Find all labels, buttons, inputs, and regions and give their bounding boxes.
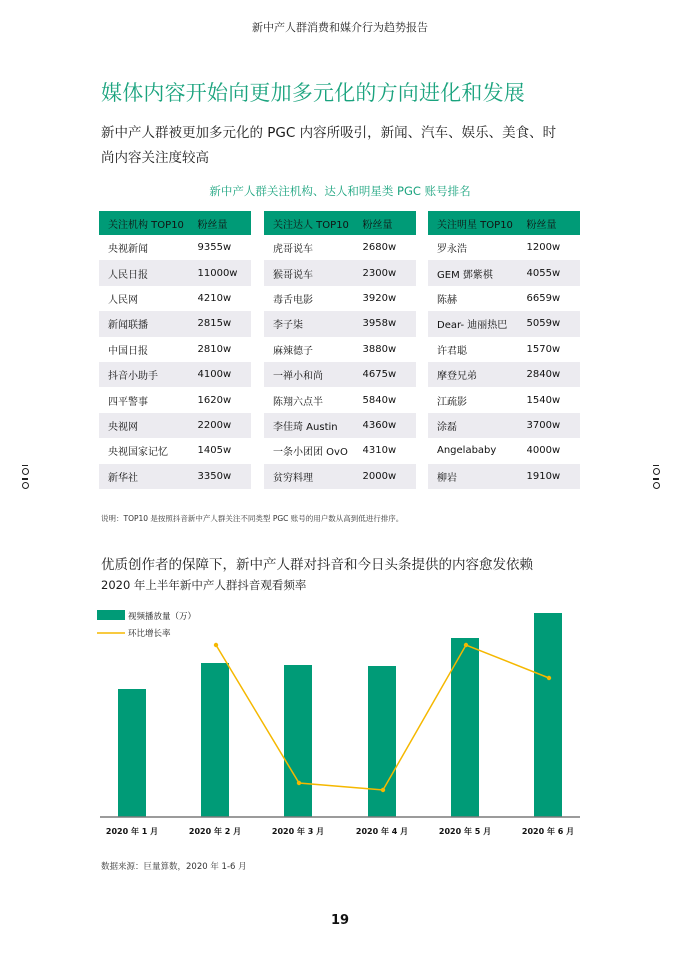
account-name: 麻辣德子 [273,345,313,357]
table-row [264,235,416,260]
table-row [99,362,251,387]
fans-count: 3920w [362,292,397,304]
account-name: Angelababy [437,445,497,457]
account-name: 人民日报 [108,269,148,281]
chart-title: 2020 年上半年新中产人群抖音观看频率 [101,578,307,592]
table-row [264,311,416,336]
fans-count: 5840w [362,394,397,406]
table-row [264,387,416,412]
bar [534,613,562,817]
account-name: Dear- 迪丽热巴 [437,320,508,332]
account-name: 虎哥说车 [273,244,313,256]
fans-count: 2300w [362,267,397,279]
table-row [428,260,580,285]
line-point [547,676,551,680]
ranking-table-influencers [264,211,416,489]
x-axis-label: 2020 年 1 月 [105,827,159,836]
account-name: 江疏影 [437,396,467,408]
account-name: 毒舌电影 [273,294,313,306]
fans-count: 2200w [197,419,232,431]
fans-count: 3350w [197,470,232,482]
line-point [214,643,218,647]
bar [284,665,312,817]
table-row [264,438,416,463]
x-axis-labels [106,826,574,836]
fans-count: 2840w [526,369,561,381]
data-source: 数据来源：巨量算数，2020 年 1-6 月 [101,862,247,872]
fans-count: 4310w [362,445,397,457]
table-row [428,413,580,438]
account-name: 抖音小助手 [108,371,158,383]
account-name: 柳岩 [437,472,457,484]
section-title: 优质创作者的保障下，新中产人群对抖音和今日头条提供的内容愈发依赖 [101,557,533,573]
side-marker-left-icon [20,463,30,492]
line-point [297,781,301,785]
table-row [428,235,580,260]
account-name: 新华社 [108,472,138,484]
bar [201,663,229,817]
table-row [99,387,251,412]
table-row [428,311,580,336]
table-row [428,464,580,489]
table-row [99,337,251,362]
table-row [264,260,416,285]
table-row [264,362,416,387]
x-axis-label: 2020 年 2 月 [188,827,242,836]
bar [118,689,146,817]
column-header-name: 关注机构 TOP10 [108,219,184,231]
table-row [99,235,251,260]
column-header-name: 关注明星 TOP10 [437,219,513,231]
fans-count: 1540w [526,394,561,406]
legend-label-growth: 环比增长率 [128,629,171,639]
fans-count: 9355w [197,242,232,254]
x-axis-label: 2020 年 6 月 [521,827,575,836]
table-row [99,438,251,463]
account-name: 人民网 [108,294,138,306]
account-name: 中国日报 [108,345,148,357]
account-name: 央视国家记忆 [108,447,168,459]
legend-label-views: 视频播放量（万） [128,612,197,622]
table-row [99,311,251,336]
table-row [99,464,251,489]
fans-count: 4360w [362,419,397,431]
table-row [264,413,416,438]
column-header-fans: 粉丝量 [526,219,557,231]
account-name: 摩登兄弟 [437,371,477,383]
fans-count: 4675w [362,369,397,381]
fans-count: 1405w [197,445,232,457]
account-name: 陈翔六点半 [273,396,323,408]
side-marker-right-icon [651,463,661,492]
page-subtitle: 新中产人群被更加多元化的 PGC 内容所吸引，新闻、汽车、娱乐、美食、时尚内容关注度较高 [101,125,557,166]
legend-swatch-bar [97,610,125,620]
table-row [264,337,416,362]
table-header [264,211,416,235]
fans-count: 5059w [526,318,561,330]
column-header-name: 关注达人 TOP10 [273,219,349,231]
fans-count: 1200w [526,242,561,254]
bar [368,666,396,817]
table-header [99,211,251,235]
table-row [264,286,416,311]
x-axis-label: 2020 年 3 月 [271,827,325,836]
fans-count: 2815w [197,318,232,330]
fans-count: 1570w [526,343,561,355]
account-name: 李子柒 [273,320,303,332]
table-row [428,286,580,311]
page-number: 19 [330,913,350,928]
table-row [428,337,580,362]
account-name: 猴哥说车 [273,269,313,281]
fans-count: 1620w [197,394,232,406]
account-name: 四平警事 [108,396,148,408]
account-name: GEM 鄧紫棋 [437,269,493,281]
account-name: 罗永浩 [437,244,467,256]
running-header: 新中产人群消费和媒介行为趋势报告 [252,21,428,34]
page-title: 媒体内容开始向更加多元化的方向进化和发展 [101,81,525,105]
column-header-fans: 粉丝量 [197,219,228,231]
account-name: 央视网 [108,421,138,433]
ranking-table-celebrities [428,211,580,489]
fans-count: 4100w [197,369,232,381]
account-name: 陈赫 [437,294,457,306]
ranking-table-institutions [99,211,251,489]
table-row [428,438,580,463]
fans-count: 2810w [197,343,232,355]
table-note: 说明：TOP10 是按照抖音新中产人群关注不同类型 PGC 账号的用户数从高到低进行排序。 [101,514,404,523]
account-name: 新闻联播 [108,320,148,332]
table-row [428,362,580,387]
line-point [381,788,385,792]
fans-count: 2000w [362,470,397,482]
table-row [99,260,251,285]
fans-count: 3700w [526,419,561,431]
fans-count: 3880w [362,343,397,355]
x-axis-label: 2020 年 5 月 [438,827,492,836]
table-caption: 新中产人群关注机构、达人和明星类 PGC 账号排名 [209,184,471,198]
account-name: 贫穷料理 [273,472,313,484]
fans-count: 11000w [197,267,238,279]
fans-count: 1910w [526,470,561,482]
fans-count: 3958w [362,318,397,330]
account-name: 一禅小和尚 [273,371,323,383]
account-name: 涂磊 [437,421,457,433]
table-row [428,387,580,412]
table-header [428,211,580,235]
table-row [264,464,416,489]
account-name: 一条小团团 OvO [273,447,348,459]
account-name: 李佳琦 Austin [273,421,338,433]
fans-count: 4055w [526,267,561,279]
fans-count: 6659w [526,292,561,304]
fans-count: 4000w [526,445,561,457]
table-row [99,413,251,438]
x-axis-label: 2020 年 4 月 [355,827,409,836]
fans-count: 2680w [362,242,397,254]
account-name: 央视新闻 [108,244,148,256]
views-growth-chart [90,595,590,845]
column-header-fans: 粉丝量 [362,219,393,231]
fans-count: 4210w [197,292,232,304]
chart-legend [97,610,196,639]
line-point [464,643,468,647]
table-row [99,286,251,311]
account-name: 许君聪 [437,345,467,357]
